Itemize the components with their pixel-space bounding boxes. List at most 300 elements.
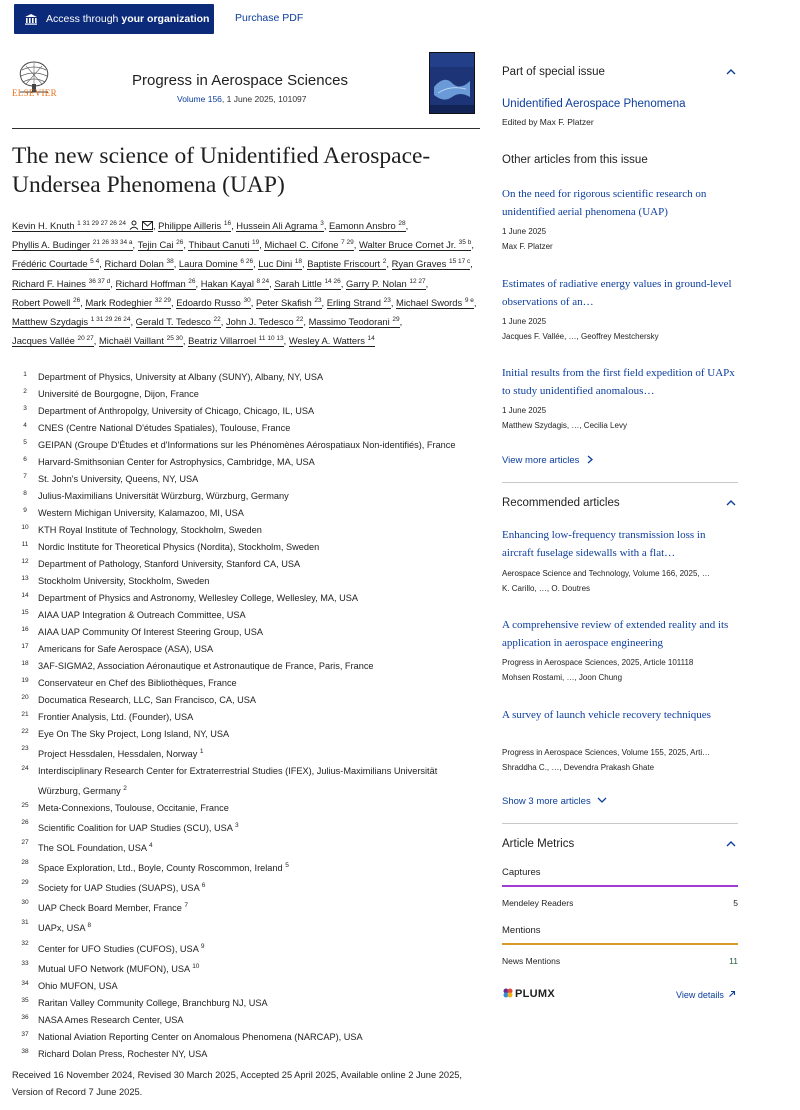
affiliation-text: KTH Royal Institute of Technology, Stockholm, Sweden <box>38 525 262 535</box>
author-separator: , <box>253 258 259 270</box>
metrics-heading: Article Metrics <box>502 838 575 850</box>
author-name: Garry P. Nolan <box>345 277 407 289</box>
mendeley-readers-value: 5 <box>733 898 738 908</box>
affiliation-footnote-ref[interactable]: 4 <box>149 842 153 850</box>
chevron-right-icon <box>586 455 594 464</box>
affiliation-footnote-ref[interactable]: 9 <box>200 942 205 950</box>
affiliation-number: 20 <box>21 694 29 701</box>
author-affiliation-refs: 28 <box>398 220 406 227</box>
author-link[interactable] <box>307 258 386 270</box>
author-affiliation-refs: 26 <box>188 277 196 285</box>
captures-label: Captures <box>502 867 541 878</box>
affiliation-text-wrap <box>38 369 482 386</box>
affiliation-text-wrap <box>38 709 482 726</box>
person-icon <box>129 220 139 230</box>
author-name: Phyllis A. Budinger <box>12 239 91 251</box>
affiliation-number: 8 <box>23 490 27 497</box>
affiliation-footnote-ref[interactable]: 2 <box>123 785 127 793</box>
chevron-up-icon[interactable] <box>726 68 736 75</box>
affiliation-text: Society for UAP Studies (SUAPS), USA <box>38 883 200 894</box>
author-separator: , <box>386 258 392 270</box>
affiliation-text: Stockholm University, Stockholm, Sweden <box>38 576 210 586</box>
affiliation-number: 31 <box>21 919 29 927</box>
affiliation-number: 30 <box>21 899 29 907</box>
author-name: Wesley A. Watters <box>288 335 365 347</box>
special-issue-heading: Part of special issue <box>502 66 605 78</box>
recommended-article-title-3[interactable]: A survey of launch vehicle recovery techniques <box>502 709 711 721</box>
affiliation-text: 3AF-SIGMA2, Association Aéronautique et Astronautique de France, Paris, France <box>38 661 374 671</box>
author-link[interactable] <box>359 239 471 251</box>
author-affiliation-refs: 29 <box>392 316 400 324</box>
author-affiliation-refs: 7 29 <box>341 239 354 247</box>
affiliation-item <box>12 1012 482 1029</box>
view-more-articles-link[interactable] <box>502 455 594 466</box>
author-link[interactable] <box>116 278 196 290</box>
author-separator: , <box>321 296 327 308</box>
author-separator: , <box>182 335 189 347</box>
affiliation-item <box>12 420 482 437</box>
affiliation-number: 13 <box>21 575 29 582</box>
author-name: Luc Dini <box>258 258 293 270</box>
author-link[interactable] <box>176 297 250 309</box>
affiliation-number: 7 <box>23 473 27 480</box>
author-link[interactable] <box>201 278 269 290</box>
other-article-title-3[interactable]: Initial results from the first field expedition of UAPx to study unidentified anomalous… <box>502 367 735 397</box>
top-bar <box>0 0 800 40</box>
affiliation-number: 16 <box>21 626 29 633</box>
affiliation-item <box>12 505 482 522</box>
article-history: Received 16 November 2024, Revised 30 March 2025, Accepted 25 April 2025, Available online 2 June 2025, Version of Record 7 June 2025. <box>12 1070 462 1097</box>
author-affiliation-refs: 21 26 33 34 a <box>92 239 133 247</box>
author-affiliation-refs: 1 31 29 26 24 <box>90 316 131 324</box>
affiliation-text: Department of Pathology, Stanford University, Stanford CA, USA <box>38 559 301 569</box>
author-affiliation-refs: 23 <box>314 296 322 304</box>
author-link[interactable] <box>136 316 221 328</box>
affiliation-text: Julius-Maximilians Universität Würzburg, Würzburg, Germany <box>38 491 289 501</box>
view-details-label: View details <box>676 990 724 1000</box>
affiliation-text: Interdisciplinary Research Center for Extraterrestrial Studies (IFEX), Julius-Maximilians Universität Würzburg, Germany <box>38 766 438 797</box>
author-affiliation-refs: 22 <box>296 316 304 324</box>
affiliation-item <box>12 641 482 658</box>
author-affiliation-refs: 5 4 <box>90 258 100 266</box>
author-link[interactable] <box>12 239 133 251</box>
author-affiliation-refs: 9 e <box>464 296 474 304</box>
affiliation-item <box>12 709 482 726</box>
mendeley-readers-label: Mendeley Readers <box>502 898 574 908</box>
author-separator: , <box>259 239 265 251</box>
affiliation-text: Meta-Connexions, Toulouse, Occitanie, France <box>38 803 229 814</box>
affiliation-footnote-ref[interactable]: 6 <box>201 882 206 890</box>
affiliation-number: 15 <box>21 609 29 616</box>
affiliation-item <box>12 978 482 995</box>
special-issue-title-link[interactable]: Unidentified Aerospace Phenomena <box>502 98 686 110</box>
affiliation-text: Ohio MUFON, USA <box>38 980 118 991</box>
affiliation-text: Harvard-Smithsonian Center for Astrophysics, Cambridge, MA, USA <box>38 457 315 467</box>
external-arrow-icon <box>728 990 736 998</box>
purchase-pdf-link[interactable]: Purchase PDF <box>235 12 304 24</box>
recommended-article-title-2[interactable]: A comprehensive review of extended reality and its application in aerospace engineering <box>502 619 729 649</box>
affiliation-text-wrap <box>38 726 482 743</box>
affiliation-number: 10 <box>21 524 29 531</box>
author-separator: , <box>152 220 159 231</box>
author-name: Hussein Ali Agrama <box>236 220 318 231</box>
author-name: Philippe Ailleris <box>158 220 222 231</box>
author-separator: , <box>130 316 136 328</box>
affiliation-text-wrap <box>38 573 482 590</box>
affiliation-text-wrap <box>38 675 482 692</box>
author-separator: , <box>302 258 308 270</box>
affiliation-text-wrap <box>38 1046 482 1063</box>
affiliation-number: 25 <box>21 802 29 810</box>
affiliation-text: Conservateur en Chef des Bibliothèques, France <box>38 678 237 688</box>
affiliation-number: 35 <box>21 996 29 1004</box>
author-affiliation-refs: 11 10 13 <box>258 335 284 343</box>
affiliation-number: 22 <box>21 728 29 735</box>
journal-cover-image[interactable] <box>429 52 475 114</box>
author-affiliation-refs: 18 <box>294 258 302 266</box>
affiliation-text-wrap <box>38 978 482 995</box>
affiliation-item <box>12 763 482 800</box>
affiliation-text: CNES (Centre National D'études Spatiales), Toulouse, France <box>38 423 291 433</box>
author-link[interactable] <box>12 258 99 270</box>
affiliation-text: Department of Anthropolgy, University of Chicago, Chicago, IL, USA <box>38 406 315 416</box>
affiliation-item <box>12 877 482 897</box>
recommended-article-source-3: Progress in Aerospace Sciences, Volume 155, 2025, Arti… <box>502 748 711 757</box>
author-link[interactable] <box>12 220 153 232</box>
affiliation-number: 4 <box>23 422 27 429</box>
author-affiliation-refs: 6 26 <box>240 258 254 266</box>
affiliation-text: Nordic Institute for Theoretical Physics (Nordita), Stockholm, Sweden <box>38 542 320 552</box>
author-separator: , <box>93 335 99 347</box>
affiliation-item <box>12 403 482 420</box>
author-link[interactable] <box>85 297 171 309</box>
affiliation-item <box>12 958 482 978</box>
volume-details: , 1 June 2025, 101097 <box>221 94 307 104</box>
affiliation-text-wrap <box>38 403 482 420</box>
author-name: Michaël Vaillant <box>99 335 164 347</box>
affiliation-text: AIAA UAP Integration & Outreach Committee, USA <box>38 610 246 620</box>
affiliation-footnote-ref[interactable]: 1 <box>199 748 204 755</box>
author-link[interactable] <box>236 220 324 232</box>
special-issue-editor: Edited by Max F. Platzer <box>502 117 594 127</box>
affiliation-footnote-ref[interactable]: 8 <box>87 922 92 930</box>
view-details-link[interactable] <box>676 990 736 1000</box>
author-link[interactable] <box>264 239 353 251</box>
author-name: Thibaut Canuti <box>188 239 250 251</box>
author-link[interactable] <box>392 258 471 270</box>
affiliation-footnote-ref[interactable]: 7 <box>184 902 189 910</box>
author-link[interactable] <box>309 316 400 328</box>
affiliation-text-wrap <box>38 692 482 709</box>
metrics-header[interactable] <box>502 838 738 850</box>
volume-link[interactable]: Volume 156 <box>177 94 222 104</box>
affiliation-footnote-ref[interactable]: 5 <box>285 862 289 870</box>
author-separator: , <box>195 277 201 289</box>
affiliation-text-wrap <box>38 917 482 937</box>
affiliation-number: 19 <box>21 677 29 684</box>
author-name: Laura Domine <box>178 258 238 270</box>
affiliation-item <box>12 917 482 937</box>
affiliation-text-wrap <box>38 1029 482 1046</box>
affiliation-item <box>12 522 482 539</box>
recommended-article-title-1[interactable]: Enhancing low-frequency transmission loss in aircraft fuselage sidewalls with a flat… <box>502 529 706 559</box>
affiliation-number: 17 <box>21 643 29 650</box>
author-separator: , <box>173 258 179 270</box>
affiliation-footnote-ref[interactable]: 3 <box>234 822 239 830</box>
other-article-date-1: 1 June 2025 <box>502 227 547 236</box>
author-name: Walter Bruce Cornet Jr. <box>358 239 457 251</box>
journal-header <box>12 48 480 129</box>
author-separator: , <box>340 277 346 289</box>
author-name: Edoardo Russo <box>176 296 241 308</box>
author-separator: , <box>220 316 226 328</box>
affiliation-text: Eye On The Sky Project, Long Island, NY, USA <box>38 729 230 739</box>
author-name: Richard Dolan <box>104 258 164 270</box>
author-link[interactable] <box>138 239 184 251</box>
author-affiliation-refs: 2 <box>382 258 387 266</box>
affiliation-item <box>12 386 482 403</box>
author-link[interactable] <box>188 239 259 251</box>
affiliation-number: 23 <box>21 745 29 752</box>
author-separator: , <box>390 296 397 308</box>
other-article-authors-2: Jacques F. Vallée, …, Geoffrey Mestchersky <box>502 332 659 341</box>
author-name: Sarah Little <box>274 277 322 289</box>
affiliation-text: Frontier Analysis, Ltd. (Founder), USA <box>38 712 194 722</box>
affiliation-text-wrap <box>38 607 482 624</box>
author-separator: , <box>231 220 237 231</box>
affiliation-item <box>12 726 482 743</box>
author-name: Ryan Graves <box>391 258 447 270</box>
affiliation-text: GEIPAN (Groupe D'Études et d'Informations sur les Phénomènes Aérospatiaux Non-identifiés), France <box>38 440 456 450</box>
affiliation-list <box>12 369 482 1063</box>
other-articles-header: Other articles from this issue <box>502 154 648 166</box>
author-link[interactable] <box>274 278 340 290</box>
author-link[interactable] <box>158 220 231 232</box>
affiliation-text: St. John's University, Queens, NY, USA <box>38 474 199 484</box>
author-name: Gerald T. Tedesco <box>135 316 211 328</box>
affiliation-text-wrap <box>38 817 482 837</box>
affiliation-item <box>12 1029 482 1046</box>
recommended-header[interactable] <box>502 497 738 509</box>
affiliation-footnote-ref[interactable]: 10 <box>192 962 200 970</box>
affiliation-number: 9 <box>23 507 27 514</box>
affiliation-item <box>12 938 482 958</box>
author-link[interactable] <box>289 335 375 347</box>
affiliation-text: Documatica Research, LLC, San Francisco, CA, USA <box>38 695 257 705</box>
affiliation-text-wrap <box>38 958 482 978</box>
mentions-label: Mentions <box>502 925 541 936</box>
affiliation-item <box>12 539 482 556</box>
author-link[interactable] <box>327 297 391 309</box>
affiliation-number: 12 <box>21 558 29 565</box>
affiliation-number: 32 <box>21 939 29 947</box>
author-affiliation-refs: 38 <box>166 258 174 266</box>
other-article-title-1[interactable]: On the need for rigorous scientific research on unidentified aerial phenomena (UAP) <box>502 188 707 218</box>
affiliation-text-wrap <box>38 743 482 763</box>
author-name: Matthew Szydagis <box>12 316 89 328</box>
affiliation-text-wrap <box>38 857 482 877</box>
affiliation-number: 24 <box>21 765 29 773</box>
affiliation-number: 18 <box>21 660 29 667</box>
affiliation-item <box>12 995 482 1012</box>
affiliation-item <box>12 369 482 386</box>
special-issue-header[interactable] <box>502 66 738 78</box>
author-separator: , <box>250 296 256 308</box>
author-name: Massimo Teodorani <box>308 316 390 328</box>
author-affiliation-refs: 15 17 c <box>448 258 471 266</box>
author-separator: , <box>399 316 403 328</box>
affiliation-text: Project Hessdalen, Hessdalen, Norway <box>38 749 198 760</box>
other-article-date-2: 1 June 2025 <box>502 317 547 326</box>
affiliation-text-wrap <box>38 488 482 505</box>
corresponding-author-icons[interactable] <box>126 220 153 231</box>
author-link[interactable] <box>104 258 173 270</box>
author-name: Mark Rodeghier <box>85 296 153 308</box>
affiliation-text: NASA Ames Research Center, USA <box>38 1014 184 1025</box>
author-name: Eamonn Ansbro <box>329 220 396 231</box>
chevron-up-icon[interactable] <box>726 499 736 506</box>
author-name: Michael C. Cifone <box>264 239 339 251</box>
author-link[interactable] <box>12 297 80 309</box>
author-separator: , <box>425 277 429 289</box>
author-name: Richard Hoffman <box>115 277 186 289</box>
author-affiliation-refs: 12 27 <box>409 277 426 285</box>
author-name: Robert Powell <box>12 296 71 308</box>
author-name: John J. Tedesco <box>225 316 294 328</box>
affiliation-number: 28 <box>21 859 29 867</box>
affiliation-item <box>12 437 482 454</box>
author-separator: , <box>473 296 477 308</box>
affiliation-text-wrap <box>38 837 482 857</box>
author-affiliation-refs: 1 31 29 27 26 24 <box>77 220 126 227</box>
affiliation-item <box>12 658 482 675</box>
plumx-label: PLUMX <box>515 988 555 1000</box>
author-name: Michael Swords <box>396 296 463 308</box>
author-link[interactable] <box>256 297 322 309</box>
author-name: Tejin Cai <box>137 239 174 251</box>
chevron-up-icon[interactable] <box>726 840 736 847</box>
affiliation-text: Raritan Valley Community College, Branchburg NJ, USA <box>38 997 268 1008</box>
author-link[interactable] <box>226 316 303 328</box>
author-separator: , <box>110 277 116 289</box>
affiliation-text: Space Exploration, Ltd., Boyle, County Roscommon, Ireland <box>38 863 283 874</box>
other-article-authors-3: Matthew Szydagis, …, Cecilia Levy <box>502 421 627 430</box>
affiliation-number: 37 <box>21 1030 29 1038</box>
author-name: Beatriz Villarroel <box>188 335 257 347</box>
sidebar-divider <box>502 823 738 824</box>
article-title: The new science of Unidentified Aerospace-Undersea Phenomena (UAP) <box>12 143 431 198</box>
author-affiliation-refs: 30 <box>243 296 251 304</box>
author-separator: , <box>471 239 474 251</box>
plumx-icon <box>502 987 514 999</box>
affiliation-text-wrap <box>38 1012 482 1029</box>
affiliation-item <box>12 1046 482 1063</box>
plumx-logo <box>502 987 555 1000</box>
author-separator: , <box>405 220 409 231</box>
affiliation-text: Center for UFO Studies (CUFOS), USA <box>38 943 199 954</box>
author-affiliation-refs: 14 <box>367 335 375 343</box>
affiliation-item <box>12 471 482 488</box>
author-link[interactable] <box>329 220 406 232</box>
affiliation-text-wrap <box>38 556 482 573</box>
affiliation-text: Université de Bourgogne, Dijon, France <box>38 389 199 399</box>
affiliation-item <box>12 556 482 573</box>
affiliation-text-wrap <box>38 641 482 658</box>
affiliation-number: 33 <box>21 959 29 967</box>
news-mentions-label: News Mentions <box>502 956 561 966</box>
affiliation-text: Mutual UFO Network (MUFON), USA <box>38 963 190 974</box>
recommended-article-source-2: Progress in Aerospace Sciences, 2025, Article 101118 <box>502 658 694 667</box>
affiliation-text-wrap <box>38 539 482 556</box>
news-mentions-row <box>502 956 738 966</box>
affiliation-item <box>12 573 482 590</box>
author-link[interactable] <box>12 316 130 328</box>
author-name: Peter Skafish <box>255 296 312 308</box>
author-separator: , <box>171 296 177 308</box>
affiliation-text-wrap <box>38 897 482 917</box>
affiliation-text: AIAA UAP Community Of Interest Steering Group, USA <box>38 627 264 637</box>
author-separator: , <box>283 335 289 347</box>
affiliation-text: Scientific Coalition for UAP Studies (SCU), USA <box>38 823 233 834</box>
sidebar-divider <box>502 482 738 483</box>
show-more-articles-link[interactable] <box>502 796 607 807</box>
author-link[interactable] <box>179 258 253 270</box>
show-more-label: Show 3 more articles <box>502 796 591 807</box>
author-affiliation-refs: 16 <box>223 220 232 227</box>
publisher-name: ELSEVIER <box>12 88 57 98</box>
recommended-article-authors-3: Shraddha C., …, Devendra Prakash Ghate <box>502 763 655 772</box>
affiliation-text-wrap <box>38 763 482 800</box>
author-link[interactable] <box>346 278 426 290</box>
other-article-title-2[interactable]: Estimates of radiative energy values in ground-level observations of an… <box>502 278 732 308</box>
author-affiliation-refs: 3 <box>320 220 324 227</box>
view-more-label: View more articles <box>502 455 580 466</box>
author-separator: , <box>80 296 86 308</box>
author-link[interactable] <box>188 335 284 347</box>
author-link[interactable] <box>258 258 302 270</box>
author-name: Erling Strand <box>326 296 381 308</box>
mendeley-readers-row <box>502 898 738 908</box>
access-through-organization-button[interactable] <box>14 4 214 34</box>
affiliation-text: National Aviation Reporting Center on Anomalous Phenomena (NARCAP), USA <box>38 1031 363 1042</box>
author-link[interactable] <box>12 278 110 290</box>
affiliation-item <box>12 488 482 505</box>
author-separator: , <box>323 220 330 231</box>
author-separator: , <box>99 258 105 270</box>
journal-title[interactable]: Progress in Aerospace Sciences <box>132 72 348 89</box>
author-name: Baptiste Friscourt <box>307 258 381 270</box>
affiliation-item <box>12 857 482 877</box>
author-link[interactable] <box>396 297 474 309</box>
affiliation-item <box>12 590 482 607</box>
affiliation-text-wrap <box>38 522 482 539</box>
affiliation-number: 14 <box>21 592 29 599</box>
author-affiliation-refs: 20 27 <box>77 335 94 343</box>
author-affiliation-refs: 19 <box>252 239 260 247</box>
affiliation-number: 6 <box>23 456 27 463</box>
author-link[interactable] <box>12 335 94 347</box>
author-affiliation-refs: 22 <box>213 316 221 324</box>
affiliation-text: Department of Physics, University at Albany (SUNY), Albany, NY, USA <box>38 372 324 382</box>
journal-volume <box>177 94 307 104</box>
author-affiliation-refs: 35 b <box>458 239 472 247</box>
author-affiliation-refs: 26 <box>176 239 184 247</box>
author-separator: , <box>269 277 275 289</box>
recommended-article-authors-1: K. Carillo, …, O. Doutres <box>502 584 591 593</box>
author-link[interactable] <box>99 335 183 347</box>
affiliation-item <box>12 607 482 624</box>
affiliation-item <box>12 454 482 471</box>
